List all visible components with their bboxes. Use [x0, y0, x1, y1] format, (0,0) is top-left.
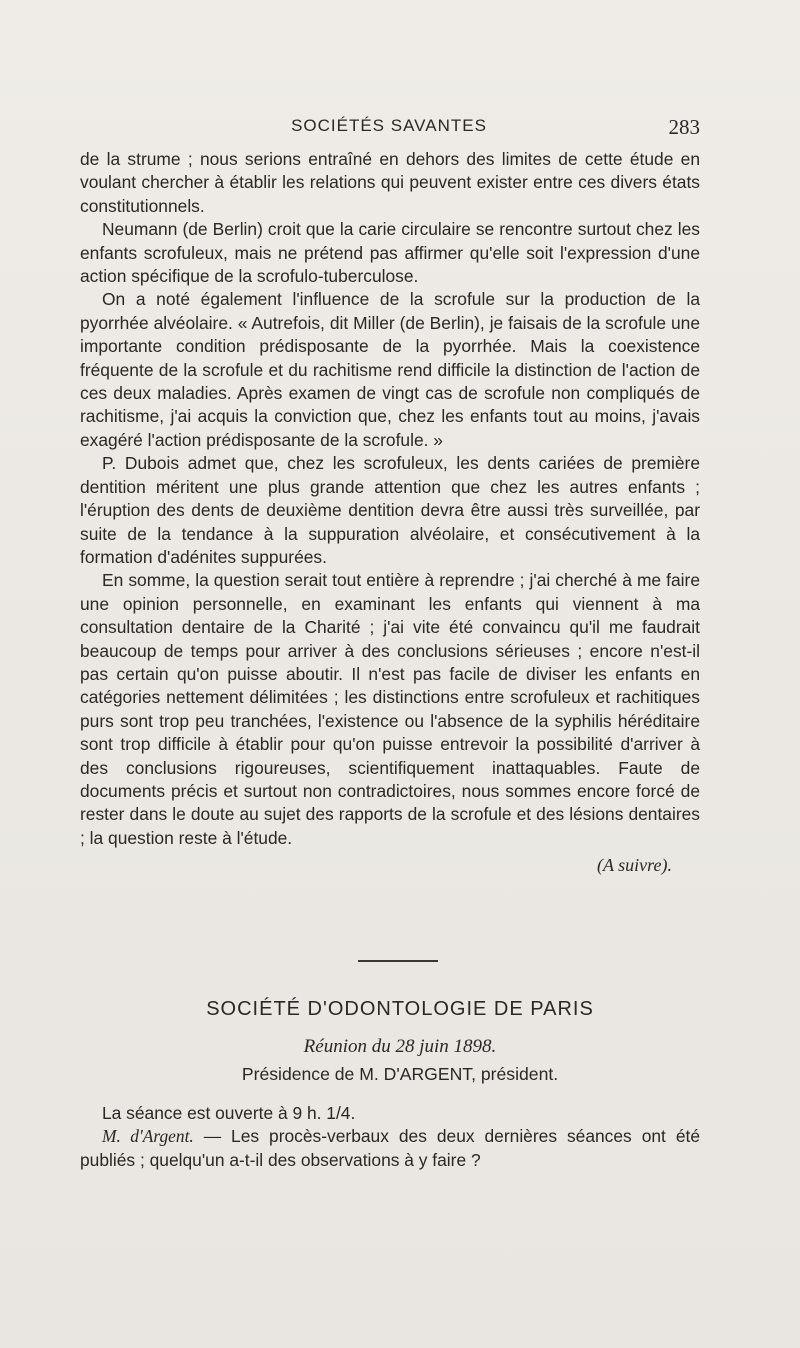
running-head [78, 116, 700, 140]
section-divider [358, 960, 438, 962]
opening-line: La séance est ouverte à 9 h. 1/4. [102, 1103, 356, 1123]
paragraph-continued: de la strume ; nous serions entraîné en dehors des limites de cette étude en voulant chercher à établir les relations qui peuvent exister entre ces divers états constitutionnels. [80, 149, 700, 216]
paragraph-pyorrhee: On a noté également l'influence de la scrofule sur la production de la pyorrhée alvéolaire. « Autrefois, dit Miller (de Berlin), je faisais de la scrofule une importante condition prédisposante de la pyorrhée. Mais la coexistence fréquente de la scrofule et du rachitisme rend difficile la distinction de l'action de ces deux maladies. Après examen de vingt cas de scrofule non compliqués de rachitisme, j'ai acquis la conviction que, chez les enfants tout au moins, j'avais exagéré l'action prédisposante de la scrofule. » [80, 289, 700, 450]
page-number: 283 [668, 115, 700, 139]
speaker-name: M. d'Argent. [102, 1126, 194, 1147]
paragraph-neumann: Neumann (de Berlin) croit que la carie circulaire se rencontre surtout chez les enfants scrofuleux, mais ne prétend pas affirmer qu'elle soit l'expression d'une action spécifique de la scrofulo-tuberculose. [80, 219, 700, 287]
paragraph-en-somme: En somme, la question serait tout entière à reprendre ; j'ai cherché à me faire une opinion personnelle, en examinant les enfants qui viennent à ma consultation dentaire de la Charité ; j'ai vite été convaincu qu'il me faudrait beaucoup de temps pour arriver à des conclusions sérieuses ; encore n'est-il pas certain qu'on puisse aboutir. Il n'est pas facile de diviser les enfants en catégories nettement délimitées ; les distinctions entre scrofuleux et rachitiques purs sont trop peu tranchées, l'existence ou l'absence de la syphilis héréditaire sont trop difficile à établir pour qu'on puisse entrevoir la possibilité d'arriver à des conclusions rigoureuses, scientifiquement inattaquables. Faute de documents précis et surtout non contradictoires, nous sommes encore forcé de rester dans le doute au sujet des rapports de la scrofule et des lésions dentaires ; la question reste à l'étude. [80, 570, 700, 848]
section-title: SOCIÉTÉ D'ODONTOLOGIE DE PARIS [206, 998, 594, 1020]
opening-speech [80, 1125, 700, 1172]
meeting-opening [80, 1102, 700, 1172]
meeting-date: Réunion du 28 juin 1898. [303, 1036, 497, 1057]
to-be-continued: (A suivre). [597, 855, 672, 876]
body-text [80, 148, 700, 878]
running-title: SOCIÉTÉS SAVANTES [291, 116, 487, 135]
presidency-line: Présidence de M. D'ARGENT, président. [241, 1064, 559, 1084]
speech-text: — Les procès-verbaux des deux dernières séances ont été publiés ; quelqu'un a-t-il des observations à y faire ? [80, 1126, 700, 1170]
paragraph-dubois: P. Dubois admet que, chez les scrofuleux, les dents cariées de première dentition méritent une plus grande attention que chez les autres enfants ; l'éruption des dents de deuxième dentition devra être aussi très surveillée, par suite de la tendance à la suppuration alvéolaire, et consécutivement à la formation d'adénites suppurées. [80, 453, 700, 567]
